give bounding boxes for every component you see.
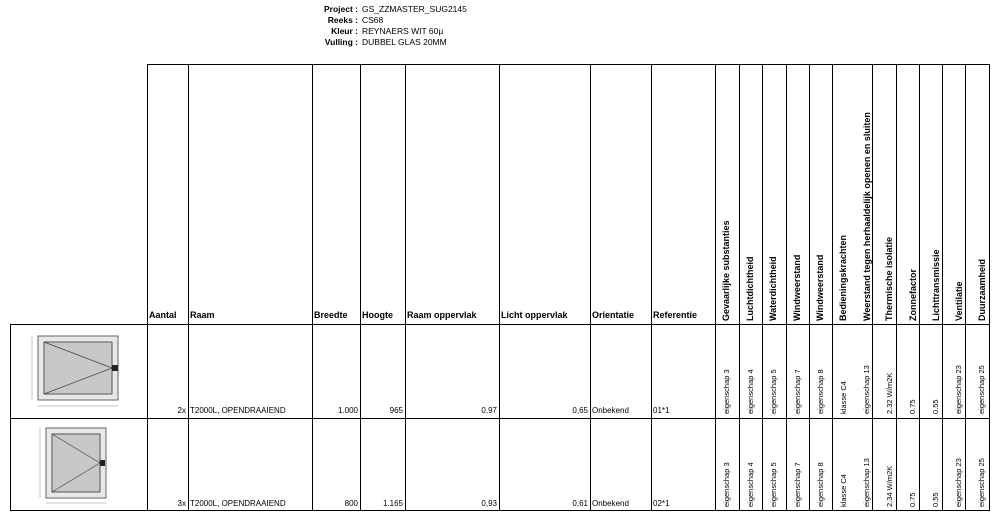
header-top-border xyxy=(147,64,990,65)
header-bedieningskrachten: Bedieningskrachten xyxy=(838,234,848,321)
header-windweerstand-2: Windweerstand xyxy=(815,254,825,321)
col-divider xyxy=(965,64,966,511)
col-divider xyxy=(405,64,406,511)
col-divider xyxy=(919,64,920,511)
cell-prop: 0.55 xyxy=(931,399,940,414)
cell-breedte: 800 xyxy=(344,499,358,508)
cell-prop: eigenschap 8 xyxy=(816,369,825,414)
header-breedte: Breedte xyxy=(314,310,348,320)
col-divider xyxy=(809,64,810,511)
cell-prop: eigenschap 8 xyxy=(816,462,825,507)
col-divider xyxy=(147,64,148,511)
header-raam-oppervlak: Raam oppervlak xyxy=(407,310,477,320)
header-raam: Raam xyxy=(190,310,215,320)
row-divider xyxy=(10,510,990,511)
meta-value: REYNAERS WIT 60µ xyxy=(362,26,444,36)
col-divider xyxy=(872,64,873,511)
col-divider xyxy=(715,64,716,511)
cell-aantal: 2x xyxy=(177,406,186,415)
col-divider xyxy=(786,64,787,511)
cell-hoogte: 1.165 xyxy=(382,499,403,508)
cell-prop: eigenschap 23 xyxy=(954,458,963,507)
cell-prop: eigenschap 13 xyxy=(862,458,871,507)
meta-kleur xyxy=(270,26,467,37)
cell-prop: 2.34 W/m2K xyxy=(885,465,894,507)
col-divider xyxy=(499,64,500,511)
cell-prop: 2.32 W/m2K xyxy=(885,372,894,414)
cell-raam-oppervlak: 0,93 xyxy=(481,499,497,508)
cell-referentie: 02*1 xyxy=(653,499,670,508)
meta-vulling xyxy=(270,37,467,48)
cell-prop: eigenschap 25 xyxy=(977,458,986,507)
meta-label: Project : xyxy=(323,4,358,14)
window-drawing xyxy=(22,332,134,412)
col-divider xyxy=(360,64,361,511)
cell-licht-oppervlak: 0,61 xyxy=(572,499,588,508)
col-divider xyxy=(762,64,763,511)
col-divider xyxy=(312,64,313,511)
row-divider xyxy=(10,418,990,419)
cell-prop: 0.55 xyxy=(931,492,940,507)
meta-label: Reeks : xyxy=(327,15,358,25)
cell-aantal: 3x xyxy=(177,499,186,508)
cell-hoogte: 965 xyxy=(389,406,403,415)
cell-raam-oppervlak: 0,97 xyxy=(481,406,497,415)
header-thermische-isolatie: Thermische isolatie xyxy=(884,236,894,321)
col-divider xyxy=(896,64,897,511)
cell-prop: eigenschap 13 xyxy=(862,365,871,414)
col-divider xyxy=(832,64,833,511)
meta-label: Kleur : xyxy=(331,26,358,36)
meta-value: CS68 xyxy=(362,15,384,25)
project-meta xyxy=(270,4,467,48)
col-divider xyxy=(651,64,652,511)
cell-prop: eigenschap 7 xyxy=(793,369,802,414)
specification-table xyxy=(10,64,990,511)
row-divider xyxy=(10,324,990,325)
header-weerstand-herhaaldelijk: Weerstand tegen herhaaldelijk openen en sluiten xyxy=(862,112,872,321)
col-divider xyxy=(188,64,189,511)
cell-prop: eigenschap 3 xyxy=(722,462,731,507)
header-hoogte: Hoogte xyxy=(362,310,393,320)
cell-prop: 0.75 xyxy=(908,492,917,507)
cell-prop: klasse C4 xyxy=(839,474,848,507)
header-licht-oppervlak: Licht oppervlak xyxy=(501,310,568,320)
meta-label: Vulling : xyxy=(324,37,358,47)
cell-prop: eigenschap 4 xyxy=(746,369,755,414)
header-duurzaamheid: Duurzaamheid xyxy=(977,258,987,321)
header-referentie: Referentie xyxy=(653,310,698,320)
cell-breedte: 1.000 xyxy=(337,406,358,415)
cell-prop: eigenschap 7 xyxy=(793,462,802,507)
cell-raam: T2000L, OPENDRAAIEND xyxy=(190,406,286,415)
meta-reeks xyxy=(270,15,467,26)
col-divider xyxy=(942,64,943,511)
meta-value: DUBBEL GLAS 20MM xyxy=(362,37,447,47)
header-aantal: Aantal xyxy=(149,310,177,320)
header-ventilatie: Ventilatie xyxy=(954,281,964,321)
cell-prop: 0.75 xyxy=(908,399,917,414)
header-luchtdichtheid: Luchtdichtheid xyxy=(745,256,755,321)
header-windweerstand: Windweerstand xyxy=(792,254,802,321)
col-divider xyxy=(989,64,990,511)
header-waterdichtheid: Waterdichtheid xyxy=(768,256,778,321)
cell-prop: eigenschap 3 xyxy=(722,369,731,414)
col-divider xyxy=(739,64,740,511)
cell-licht-oppervlak: 0,65 xyxy=(572,406,588,415)
cell-orientatie: Onbekend xyxy=(592,406,629,415)
header-orientatie: Orientatie xyxy=(592,310,635,320)
cell-prop: eigenschap 5 xyxy=(769,462,778,507)
col-divider xyxy=(10,324,11,511)
cell-orientatie: Onbekend xyxy=(592,499,629,508)
cell-raam: T2000L, OPENDRAAIEND xyxy=(190,499,286,508)
header-gevaarlijke-substanties: Gevaarlijke substanties xyxy=(721,220,731,321)
cell-prop: klasse C4 xyxy=(839,381,848,414)
meta-project xyxy=(270,4,467,15)
cell-referentie: 01*1 xyxy=(653,406,670,415)
cell-prop: eigenschap 23 xyxy=(954,365,963,414)
col-divider xyxy=(590,64,591,511)
cell-prop: eigenschap 5 xyxy=(769,369,778,414)
window-drawing xyxy=(22,424,134,508)
header-zonnefactor: Zonnefactor xyxy=(908,268,918,321)
cell-prop: eigenschap 25 xyxy=(977,365,986,414)
header-lichttransmissie: Lichttransmissie xyxy=(931,249,941,321)
cell-prop: eigenschap 4 xyxy=(746,462,755,507)
meta-value: GS_ZZMASTER_SUG2145 xyxy=(362,4,467,14)
